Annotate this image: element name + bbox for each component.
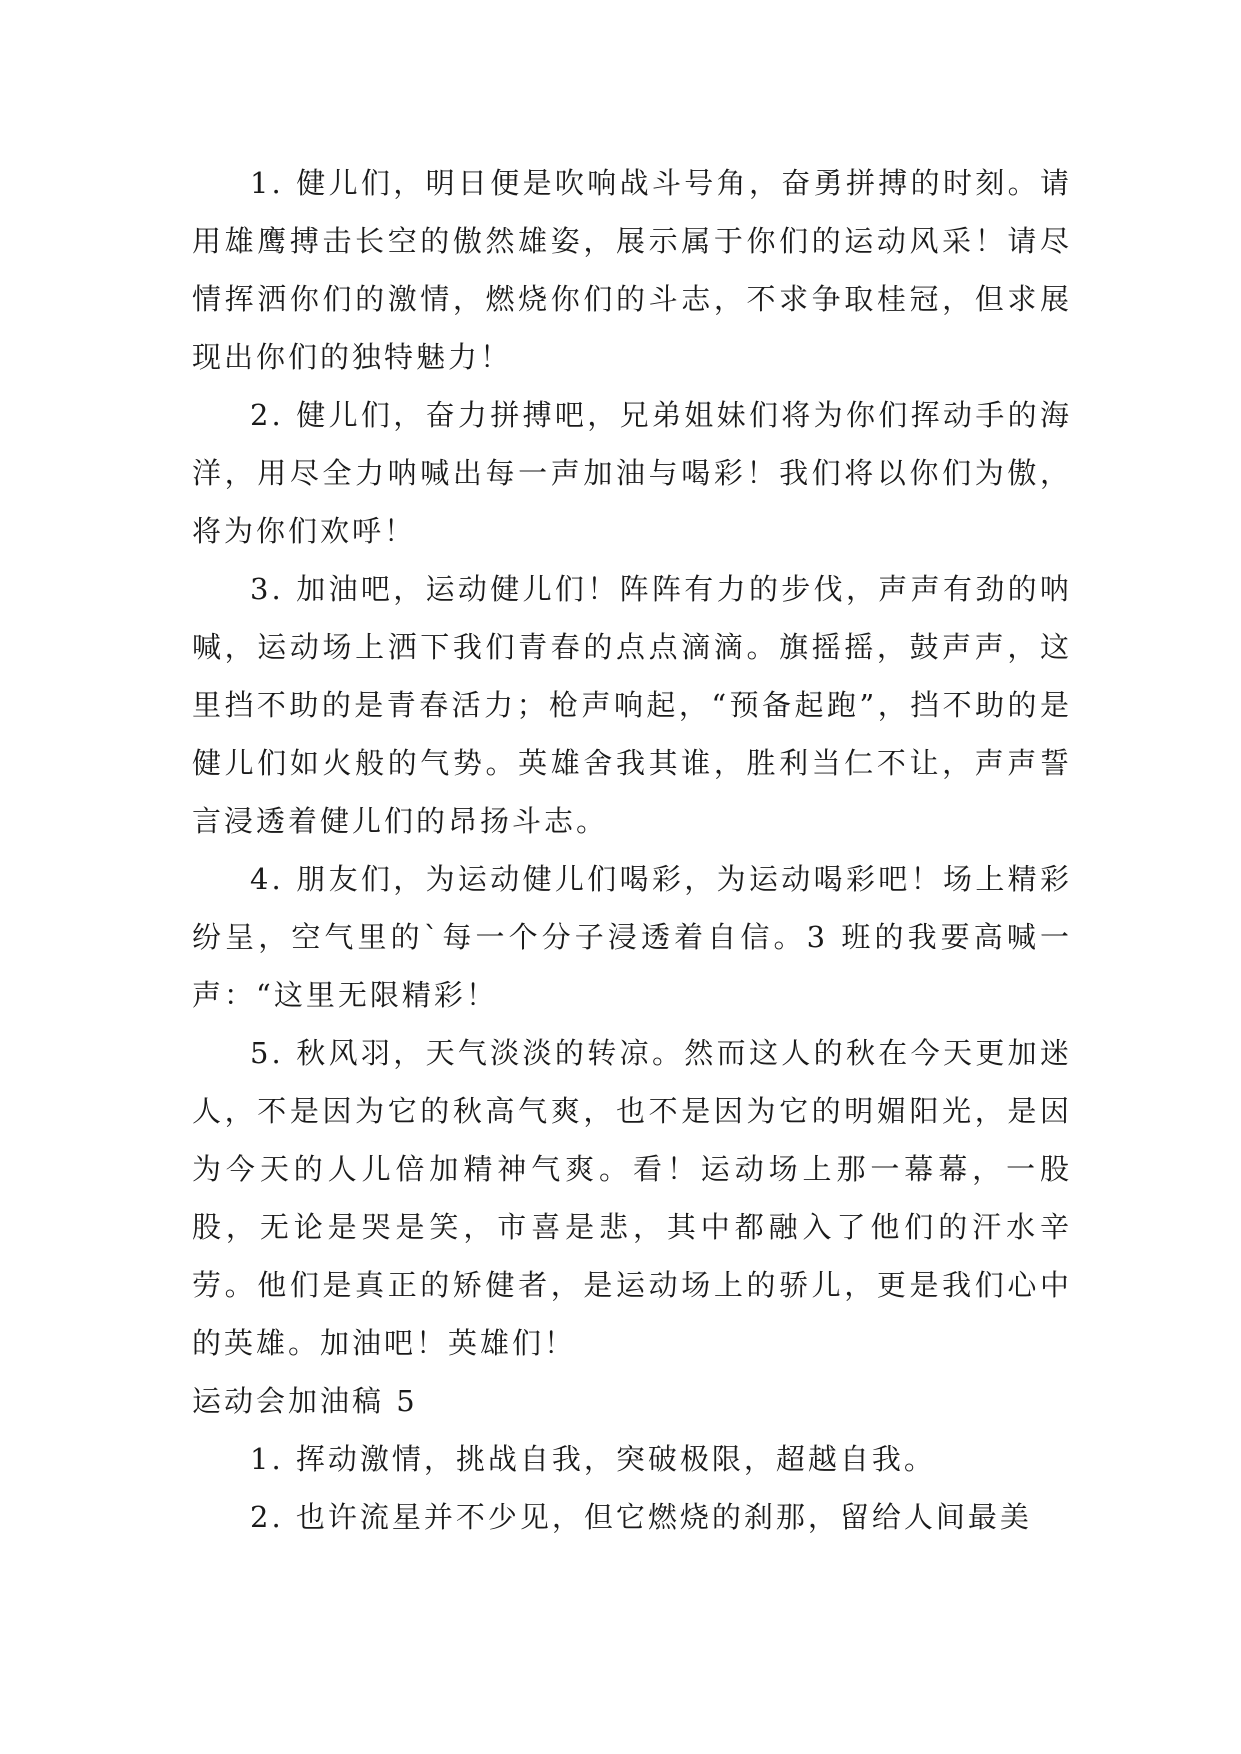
paragraph-4: 4. 朋友们，为运动健儿们喝彩，为运动喝彩吧！场上精彩纷呈，空气里的`每一个分子浸透着自信。3 班的我要高喊一声：“这里无限精彩！: [192, 862, 1072, 1012]
paragraph-1: 1. 健儿们，明日便是吹响战斗号角，奋勇拼搏的时刻。请用雄鹰搏击长空的傲然雄姿，展示属于你们的运动风采！请尽情挥洒你们的激情，燃烧你们的斗志，不求争取桂冠，但求展现出你们的独特魅力！: [192, 166, 1072, 374]
paragraph-2: 2. 健儿们，奋力拼搏吧，兄弟姐妹们将为你们挥动手的海洋，用尽全力呐喊出每一声加油与喝彩！我们将以你们为傲，将为你们欢呼！: [192, 398, 1072, 548]
paragraph-3: 3. 加油吧，运动健儿们！阵阵有力的步伐，声声有劲的呐喊，运动场上洒下我们青春的点点滴滴。旗摇摇，鼓声声，这里挡不助的是青春活力；枪声响起，“预备起跑”，挡不助的是健儿们如火般的气势。英雄舍我其谁，胜利当仁不让，声声誓言浸透着健儿们的昂扬斗志。: [192, 572, 1072, 838]
paragraph-6: 1. 挥动激情，挑战自我，突破极限，超越自我。: [250, 1442, 936, 1476]
paragraph-5: 5. 秋风羽，天气淡淡的转凉。然而这人的秋在今天更加迷人，不是因为它的秋高气爽，也不是因为它的明媚阳光，是因为今天的人儿倍加精神气爽。看！运动场上那一幕幕，一股股，无论是哭是笑，市喜是悲，其中都融入了他们的汗水辛劳。他们是真正的矫健者，是运动场上的骄儿，更是我们心中的英雄。加油吧！英雄们！: [192, 1036, 1072, 1360]
section-heading: 运动会加油稿 5: [192, 1384, 418, 1418]
document-page: [192, 154, 1072, 1546]
paragraph-7: 2. 也许流星并不少见，但它燃烧的刹那，留给人间最美: [250, 1500, 1032, 1534]
